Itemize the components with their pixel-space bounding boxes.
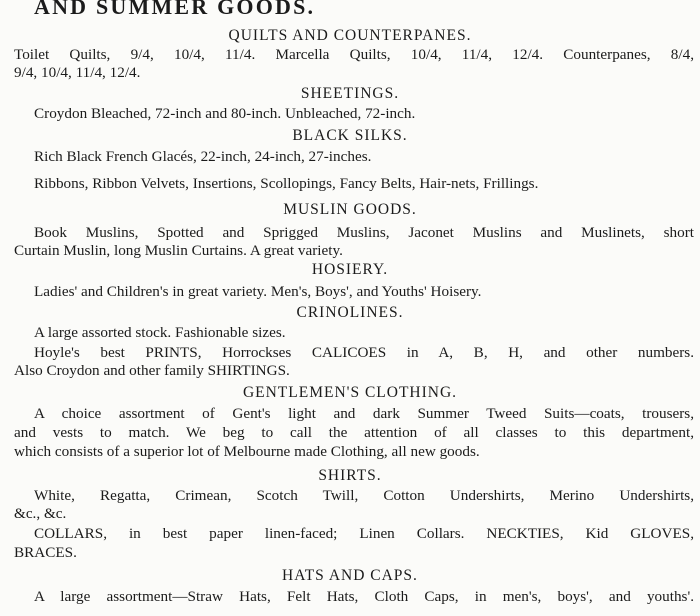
heading-black-silks: BLACK SILKS. (292, 127, 408, 144)
heading-crinolines: CRINOLINES. (296, 304, 404, 321)
clothing-line-1: A choice assortment of Gent's light and dark Summer Tweed Suits—coats, trousers, (34, 405, 694, 422)
silks-line-2: Ribbons, Ribbon Velvets, Insertions, Scollopings, Fancy Belts, Hair-nets, Frillings. (34, 175, 539, 192)
crinolines-line-2: Hoyle's best PRINTS, Horrockses CALICOES in A, B, H, and other numbers. (34, 344, 694, 361)
shirts-line-2: &c., &c. (14, 505, 67, 522)
collars-line-1: COLLARS, in best paper linen-faced; Linen Collars. NECKTIES, Kid GLOVES, (34, 525, 694, 542)
quilts-line-2: 9/4, 10/4, 11/4, 12/4. (14, 64, 141, 81)
clothing-line-3: which consists of a superior lot of Melbourne made Clothing, all new goods. (14, 443, 480, 460)
muslin-line-1: Book Muslins, Spotted and Sprigged Muslins, Jaconet Muslins and Muslinets, short (34, 224, 694, 241)
heading-hosiery: HOSIERY. (311, 261, 389, 278)
muslin-line-2: Curtain Muslin, long Muslin Curtains. A great variety. (14, 242, 343, 259)
heading-gentlemens-clothing: GENTLEMEN'S CLOTHING. (242, 384, 458, 401)
shirts-line-1: White, Regatta, Crimean, Scotch Twill, Cotton Undershirts, Merino Undershirts, (34, 487, 694, 504)
heading-shirts: SHIRTS. (318, 467, 382, 484)
heading-hats-and-caps: HATS AND CAPS. (282, 567, 418, 584)
clothing-line-2: and vests to match. We beg to call the attention of all classes to this department, (14, 424, 694, 441)
crinolines-line-3: Also Croydon and other family SHIRTINGS. (14, 362, 290, 379)
heading-quilts: QUILTS AND COUNTERPANES. (228, 27, 472, 44)
quilts-line-1: Toilet Quilts, 9/4, 10/4, 11/4. Marcella Quilts, 10/4, 11/4, 12/4. Counterpanes, 8/4, (14, 46, 694, 63)
hats-line-1: A large assortment—Straw Hats, Felt Hats, Cloth Caps, in men's, boys', and youths'. (34, 588, 694, 605)
hosiery-line-1: Ladies' and Children's in great variety. Men's, Boys', and Youths' Hoisery. (34, 283, 482, 300)
silks-line-1: Rich Black French Glacés, 22-inch, 24-inch, 27-inches. (34, 148, 372, 165)
crinolines-line-1: A large assorted stock. Fashionable sizes. (34, 324, 286, 341)
advert-title: AND SUMMER GOODS. (34, 0, 316, 19)
heading-sheetings: SHEETINGS. (300, 85, 400, 102)
sheetings-line-1: Croydon Bleached, 72-inch and 80-inch. Unbleached, 72-inch. (34, 105, 416, 122)
collars-line-2: BRACES. (14, 544, 77, 561)
heading-muslin-goods: MUSLIN GOODS. (283, 201, 417, 218)
